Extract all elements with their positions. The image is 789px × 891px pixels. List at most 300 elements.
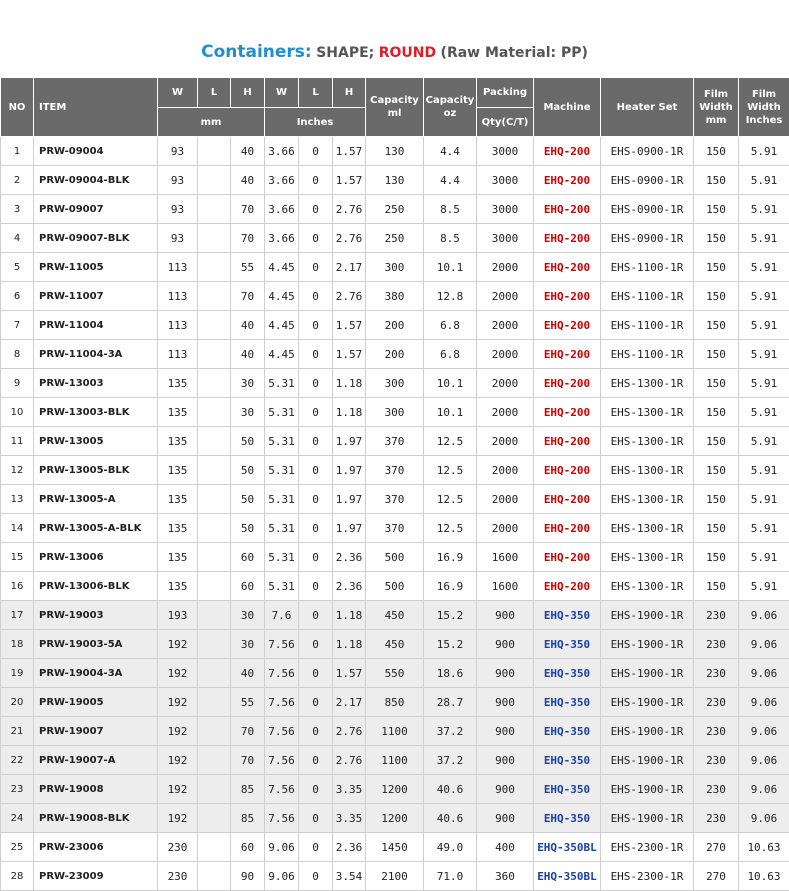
table-row — [1, 659, 789, 688]
table-row — [1, 340, 789, 369]
cell-machine — [534, 601, 601, 630]
cell-l-in: 0 — [299, 369, 333, 398]
cell-l-in: 0 — [299, 746, 333, 775]
table-row — [1, 717, 789, 746]
page-title — [0, 42, 789, 62]
header-row-top — [1, 78, 789, 108]
cell-capacity-ml: 130 — [366, 137, 424, 166]
cell-capacity-oz: 10.1 — [424, 369, 477, 398]
table-row — [1, 630, 789, 659]
machine-label: EHQ-350 — [544, 725, 590, 738]
cell-h-mm: 60 — [231, 572, 265, 601]
cell-no: 20 — [1, 688, 34, 717]
header-machine: Machine — [534, 78, 601, 137]
cell-h-in: 2.36 — [333, 543, 366, 572]
cell-machine — [534, 253, 601, 282]
cell-capacity-oz: 16.9 — [424, 572, 477, 601]
cell-heater-set: EHS-1300-1R — [601, 572, 694, 601]
cell-h-mm: 50 — [231, 485, 265, 514]
cell-machine — [534, 746, 601, 775]
cell-capacity-oz: 12.5 — [424, 427, 477, 456]
cell-qty: 900 — [477, 601, 534, 630]
cell-l-in: 0 — [299, 282, 333, 311]
cell-l-in: 0 — [299, 862, 333, 891]
cell-capacity-ml: 370 — [366, 427, 424, 456]
cell-item: PRW-23006 — [34, 833, 158, 862]
cell-film-width-mm: 150 — [694, 514, 739, 543]
cell-no: 24 — [1, 804, 34, 833]
cell-item: PRW-19003 — [34, 601, 158, 630]
cell-h-in: 3.35 — [333, 804, 366, 833]
cell-l-in: 0 — [299, 688, 333, 717]
machine-label: EHQ-350 — [544, 667, 590, 680]
cell-h-in: 2.76 — [333, 195, 366, 224]
cell-h-mm: 50 — [231, 427, 265, 456]
cell-no: 4 — [1, 224, 34, 253]
table-row — [1, 485, 789, 514]
cell-l-in: 0 — [299, 514, 333, 543]
cell-capacity-oz: 4.4 — [424, 137, 477, 166]
cell-h-in: 1.18 — [333, 369, 366, 398]
cell-qty: 3000 — [477, 137, 534, 166]
cell-qty: 900 — [477, 630, 534, 659]
cell-film-width-inches: 10.63 — [739, 862, 789, 891]
cell-h-mm: 30 — [231, 369, 265, 398]
cell-h-in: 2.36 — [333, 833, 366, 862]
cell-capacity-oz: 8.5 — [424, 195, 477, 224]
cell-film-width-mm: 230 — [694, 630, 739, 659]
cell-w-mm: 93 — [158, 195, 198, 224]
cell-item: PRW-13003 — [34, 369, 158, 398]
cell-w-in: 7.56 — [265, 630, 299, 659]
cell-no: 25 — [1, 833, 34, 862]
machine-label: EHQ-350 — [544, 754, 590, 767]
cell-w-mm: 135 — [158, 572, 198, 601]
cell-l-mm — [198, 862, 231, 891]
cell-h-mm: 40 — [231, 340, 265, 369]
cell-film-width-mm: 150 — [694, 340, 739, 369]
cell-machine — [534, 775, 601, 804]
machine-label: EHQ-350 — [544, 609, 590, 622]
cell-w-mm: 192 — [158, 688, 198, 717]
table-row — [1, 601, 789, 630]
cell-item: PRW-19008-BLK — [34, 804, 158, 833]
cell-film-width-mm: 230 — [694, 601, 739, 630]
cell-l-mm — [198, 282, 231, 311]
machine-label: EHQ-200 — [544, 261, 590, 274]
cell-capacity-oz: 15.2 — [424, 601, 477, 630]
cell-w-in: 4.45 — [265, 311, 299, 340]
machine-label: EHQ-200 — [544, 290, 590, 303]
cell-no: 21 — [1, 717, 34, 746]
cell-item: PRW-23009 — [34, 862, 158, 891]
cell-capacity-oz: 4.4 — [424, 166, 477, 195]
cell-w-mm: 113 — [158, 340, 198, 369]
cell-l-mm — [198, 311, 231, 340]
cell-item: PRW-11004-3A — [34, 340, 158, 369]
cell-h-in: 1.57 — [333, 137, 366, 166]
cell-heater-set: EHS-1900-1R — [601, 717, 694, 746]
cell-item: PRW-09004 — [34, 137, 158, 166]
cell-capacity-ml: 370 — [366, 456, 424, 485]
header-l-in: L — [299, 78, 333, 108]
table-row — [1, 427, 789, 456]
header-qty: Qty(C/T) — [477, 108, 534, 137]
cell-item: PRW-19004-3A — [34, 659, 158, 688]
cell-no: 2 — [1, 166, 34, 195]
cell-qty: 3000 — [477, 195, 534, 224]
machine-label: EHQ-200 — [544, 145, 590, 158]
cell-machine — [534, 311, 601, 340]
cell-item: PRW-13006 — [34, 543, 158, 572]
cell-item: PRW-13005-BLK — [34, 456, 158, 485]
cell-film-width-mm: 230 — [694, 746, 739, 775]
cell-item: PRW-09007-BLK — [34, 224, 158, 253]
cell-w-mm: 192 — [158, 717, 198, 746]
cell-machine — [534, 195, 601, 224]
cell-h-mm: 70 — [231, 224, 265, 253]
cell-w-in: 7.56 — [265, 688, 299, 717]
cell-film-width-mm: 230 — [694, 659, 739, 688]
cell-heater-set: EHS-1300-1R — [601, 485, 694, 514]
cell-film-width-mm: 270 — [694, 862, 739, 891]
cell-item: PRW-13003-BLK — [34, 398, 158, 427]
cell-item: PRW-13005-A — [34, 485, 158, 514]
cell-l-mm — [198, 398, 231, 427]
cell-item: PRW-13005-A-BLK — [34, 514, 158, 543]
cell-qty: 900 — [477, 688, 534, 717]
cell-w-in: 7.56 — [265, 746, 299, 775]
cell-qty: 2000 — [477, 456, 534, 485]
machine-label: EHQ-200 — [544, 348, 590, 361]
cell-film-width-mm: 150 — [694, 543, 739, 572]
cell-l-in: 0 — [299, 311, 333, 340]
machine-label: EHQ-200 — [544, 203, 590, 216]
table-row — [1, 137, 789, 166]
cell-no: 18 — [1, 630, 34, 659]
machine-label: EHQ-350 — [544, 696, 590, 709]
cell-item: PRW-11005 — [34, 253, 158, 282]
cell-w-in: 4.45 — [265, 282, 299, 311]
machine-label: EHQ-350 — [544, 812, 590, 825]
machine-label: EHQ-350BL — [537, 841, 597, 854]
cell-film-width-mm: 150 — [694, 166, 739, 195]
cell-no: 22 — [1, 746, 34, 775]
cell-heater-set: EHS-1300-1R — [601, 514, 694, 543]
header-item: ITEM — [34, 78, 158, 137]
cell-w-in: 3.66 — [265, 224, 299, 253]
cell-capacity-oz: 6.8 — [424, 311, 477, 340]
cell-capacity-ml: 370 — [366, 485, 424, 514]
cell-h-in: 3.35 — [333, 775, 366, 804]
cell-capacity-oz: 16.9 — [424, 543, 477, 572]
cell-l-in: 0 — [299, 485, 333, 514]
cell-film-width-inches: 5.91 — [739, 427, 789, 456]
cell-l-in: 0 — [299, 659, 333, 688]
cell-heater-set: EHS-1100-1R — [601, 340, 694, 369]
table-row — [1, 804, 789, 833]
cell-capacity-oz: 12.5 — [424, 485, 477, 514]
cell-heater-set: EHS-1900-1R — [601, 746, 694, 775]
header-h-mm: H — [231, 78, 265, 108]
cell-capacity-ml: 1200 — [366, 804, 424, 833]
cell-w-mm: 135 — [158, 398, 198, 427]
cell-l-in: 0 — [299, 630, 333, 659]
cell-heater-set: EHS-1900-1R — [601, 659, 694, 688]
cell-capacity-ml: 370 — [366, 514, 424, 543]
cell-capacity-ml: 1100 — [366, 746, 424, 775]
cell-no: 6 — [1, 282, 34, 311]
cell-heater-set: EHS-1900-1R — [601, 630, 694, 659]
table-row — [1, 311, 789, 340]
cell-capacity-ml: 1100 — [366, 717, 424, 746]
cell-h-mm: 40 — [231, 166, 265, 195]
cell-film-width-mm: 150 — [694, 195, 739, 224]
cell-qty: 2000 — [477, 369, 534, 398]
cell-w-in: 7.56 — [265, 804, 299, 833]
cell-w-mm: 93 — [158, 224, 198, 253]
cell-h-in: 2.76 — [333, 224, 366, 253]
header-l-mm: L — [198, 78, 231, 108]
cell-w-in: 5.31 — [265, 485, 299, 514]
cell-no: 8 — [1, 340, 34, 369]
cell-film-width-inches: 9.06 — [739, 717, 789, 746]
cell-capacity-ml: 300 — [366, 369, 424, 398]
cell-h-mm: 60 — [231, 833, 265, 862]
cell-l-in: 0 — [299, 833, 333, 862]
cell-heater-set: EHS-0900-1R — [601, 224, 694, 253]
cell-film-width-mm: 230 — [694, 804, 739, 833]
table-row — [1, 862, 789, 891]
cell-machine — [534, 659, 601, 688]
cell-film-width-mm: 150 — [694, 369, 739, 398]
cell-capacity-oz: 8.5 — [424, 224, 477, 253]
cell-heater-set: EHS-0900-1R — [601, 195, 694, 224]
cell-l-mm — [198, 195, 231, 224]
cell-capacity-oz: 12.5 — [424, 456, 477, 485]
cell-w-mm: 192 — [158, 746, 198, 775]
cell-l-mm — [198, 427, 231, 456]
cell-w-mm: 135 — [158, 543, 198, 572]
cell-machine — [534, 137, 601, 166]
cell-w-in: 7.6 — [265, 601, 299, 630]
cell-h-mm: 70 — [231, 195, 265, 224]
cell-machine — [534, 862, 601, 891]
cell-film-width-mm: 150 — [694, 427, 739, 456]
cell-no: 23 — [1, 775, 34, 804]
cell-w-in: 5.31 — [265, 543, 299, 572]
cell-machine — [534, 514, 601, 543]
header-w-in: W — [265, 78, 299, 108]
cell-w-mm: 135 — [158, 485, 198, 514]
machine-label: EHQ-200 — [544, 406, 590, 419]
cell-capacity-oz: 15.2 — [424, 630, 477, 659]
cell-capacity-ml: 300 — [366, 398, 424, 427]
cell-machine — [534, 340, 601, 369]
cell-film-width-inches: 5.91 — [739, 398, 789, 427]
cell-film-width-inches: 5.91 — [739, 485, 789, 514]
cell-l-in: 0 — [299, 543, 333, 572]
cell-machine — [534, 485, 601, 514]
header-w-mm: W — [158, 78, 198, 108]
table-row — [1, 253, 789, 282]
cell-h-mm: 55 — [231, 688, 265, 717]
cell-heater-set: EHS-1100-1R — [601, 311, 694, 340]
cell-h-mm: 30 — [231, 398, 265, 427]
cell-l-mm — [198, 688, 231, 717]
cell-l-mm — [198, 166, 231, 195]
cell-h-mm: 70 — [231, 717, 265, 746]
cell-w-in: 3.66 — [265, 137, 299, 166]
cell-h-mm: 90 — [231, 862, 265, 891]
cell-w-in: 3.66 — [265, 195, 299, 224]
cell-qty: 2000 — [477, 340, 534, 369]
title-material: (Raw Material: PP) — [441, 45, 588, 61]
cell-h-in: 1.57 — [333, 166, 366, 195]
machine-label: EHQ-200 — [544, 174, 590, 187]
machine-label: EHQ-200 — [544, 580, 590, 593]
cell-capacity-ml: 250 — [366, 224, 424, 253]
cell-l-mm — [198, 340, 231, 369]
cell-h-in: 1.18 — [333, 398, 366, 427]
cell-heater-set: EHS-1300-1R — [601, 543, 694, 572]
cell-w-in: 4.45 — [265, 253, 299, 282]
cell-film-width-inches: 5.91 — [739, 543, 789, 572]
cell-l-mm — [198, 717, 231, 746]
cell-capacity-ml: 300 — [366, 253, 424, 282]
cell-l-in: 0 — [299, 224, 333, 253]
header-h-in: H — [333, 78, 366, 108]
cell-capacity-ml: 500 — [366, 543, 424, 572]
machine-label: EHQ-350BL — [537, 870, 597, 883]
cell-l-in: 0 — [299, 253, 333, 282]
table-row — [1, 195, 789, 224]
cell-no: 15 — [1, 543, 34, 572]
cell-w-mm: 192 — [158, 659, 198, 688]
cell-item: PRW-09007 — [34, 195, 158, 224]
table-row — [1, 514, 789, 543]
machine-label: EHQ-200 — [544, 493, 590, 506]
cell-no: 14 — [1, 514, 34, 543]
table-row — [1, 398, 789, 427]
cell-l-in: 0 — [299, 427, 333, 456]
cell-film-width-inches: 5.91 — [739, 195, 789, 224]
cell-film-width-mm: 150 — [694, 282, 739, 311]
cell-qty: 3000 — [477, 166, 534, 195]
cell-film-width-mm: 150 — [694, 253, 739, 282]
cell-h-in: 2.36 — [333, 572, 366, 601]
title-main: Containers: — [201, 42, 312, 62]
cell-heater-set: EHS-1100-1R — [601, 253, 694, 282]
cell-w-in: 5.31 — [265, 369, 299, 398]
cell-film-width-inches: 5.91 — [739, 572, 789, 601]
cell-no: 9 — [1, 369, 34, 398]
cell-no: 19 — [1, 659, 34, 688]
cell-h-mm: 30 — [231, 601, 265, 630]
cell-heater-set: EHS-1300-1R — [601, 427, 694, 456]
cell-film-width-inches: 5.91 — [739, 224, 789, 253]
cell-h-mm: 60 — [231, 543, 265, 572]
cell-film-width-mm: 270 — [694, 833, 739, 862]
cell-w-mm: 135 — [158, 369, 198, 398]
cell-capacity-oz: 71.0 — [424, 862, 477, 891]
cell-capacity-oz: 18.6 — [424, 659, 477, 688]
cell-w-in: 5.31 — [265, 456, 299, 485]
cell-no: 5 — [1, 253, 34, 282]
cell-w-in: 5.31 — [265, 398, 299, 427]
cell-item: PRW-19007 — [34, 717, 158, 746]
cell-capacity-ml: 450 — [366, 601, 424, 630]
cell-l-in: 0 — [299, 601, 333, 630]
cell-w-mm: 193 — [158, 601, 198, 630]
cell-w-in: 9.06 — [265, 862, 299, 891]
cell-qty: 2000 — [477, 514, 534, 543]
cell-h-mm: 40 — [231, 659, 265, 688]
cell-l-mm — [198, 456, 231, 485]
cell-w-mm: 230 — [158, 862, 198, 891]
cell-w-mm: 113 — [158, 282, 198, 311]
table-row — [1, 456, 789, 485]
cell-item: PRW-19005 — [34, 688, 158, 717]
cell-no: 12 — [1, 456, 34, 485]
cell-machine — [534, 833, 601, 862]
cell-l-in: 0 — [299, 804, 333, 833]
cell-h-in: 2.76 — [333, 746, 366, 775]
cell-w-mm: 192 — [158, 775, 198, 804]
header-mm-group: mm — [158, 108, 265, 137]
cell-l-mm — [198, 253, 231, 282]
cell-l-in: 0 — [299, 717, 333, 746]
cell-w-in: 3.66 — [265, 166, 299, 195]
cell-l-mm — [198, 224, 231, 253]
cell-qty: 2000 — [477, 427, 534, 456]
header-packing: Packing — [477, 78, 534, 108]
cell-l-in: 0 — [299, 775, 333, 804]
cell-h-mm: 85 — [231, 804, 265, 833]
cell-h-mm: 70 — [231, 282, 265, 311]
cell-machine — [534, 224, 601, 253]
cell-capacity-ml: 1200 — [366, 775, 424, 804]
cell-l-mm — [198, 659, 231, 688]
cell-film-width-mm: 230 — [694, 688, 739, 717]
title-shape-value: ROUND — [379, 45, 436, 61]
cell-heater-set: EHS-1100-1R — [601, 282, 694, 311]
cell-qty: 900 — [477, 775, 534, 804]
machine-label: EHQ-200 — [544, 551, 590, 564]
table-body — [1, 137, 789, 891]
table-row — [1, 166, 789, 195]
cell-capacity-oz: 40.6 — [424, 804, 477, 833]
header-heater-set: Heater Set — [601, 78, 694, 137]
cell-l-mm — [198, 543, 231, 572]
cell-item: PRW-13006-BLK — [34, 572, 158, 601]
cell-capacity-oz: 49.0 — [424, 833, 477, 862]
cell-item: PRW-19007-A — [34, 746, 158, 775]
cell-no: 3 — [1, 195, 34, 224]
cell-item: PRW-19003-5A — [34, 630, 158, 659]
cell-film-width-inches: 9.06 — [739, 746, 789, 775]
cell-qty: 2000 — [477, 485, 534, 514]
cell-heater-set: EHS-0900-1R — [601, 166, 694, 195]
cell-machine — [534, 688, 601, 717]
cell-capacity-ml: 200 — [366, 311, 424, 340]
cell-capacity-oz: 10.1 — [424, 398, 477, 427]
cell-machine — [534, 166, 601, 195]
cell-machine — [534, 398, 601, 427]
cell-h-in: 1.57 — [333, 340, 366, 369]
table-row — [1, 775, 789, 804]
cell-no: 13 — [1, 485, 34, 514]
